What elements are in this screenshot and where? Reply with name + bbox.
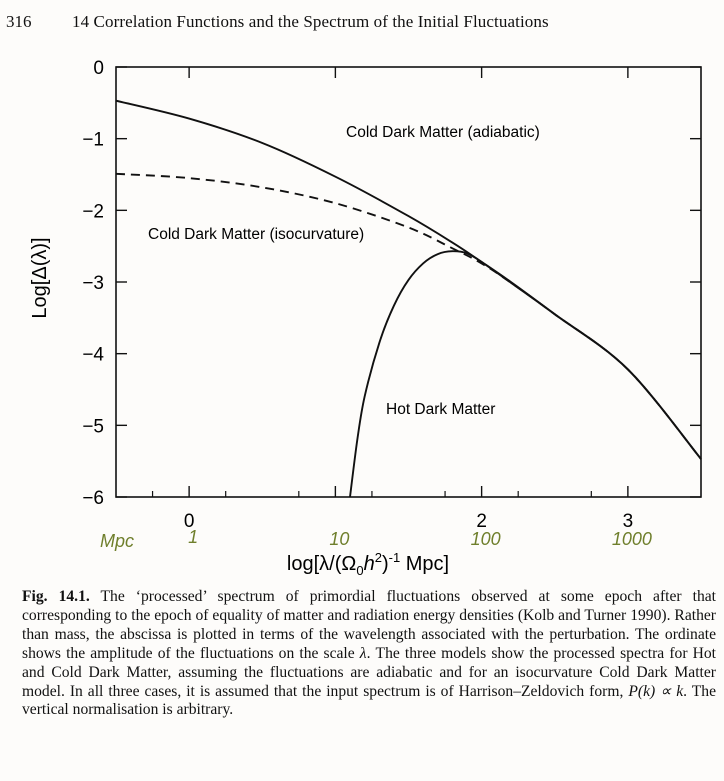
handwritten-value-3: 1000 xyxy=(611,529,652,549)
y-tick-label-1: −1 xyxy=(82,129,104,151)
figure-chart xyxy=(0,48,724,578)
y-tick-label-6: −6 xyxy=(82,488,104,509)
handwritten-value-2: 100 xyxy=(470,529,501,549)
handwritten-unit: Mpc xyxy=(100,531,135,551)
caption-text-3: . The vertical normalisation is arbitrary. xyxy=(22,682,716,719)
series-line-2 xyxy=(350,251,701,497)
x-tick-label-2: 2 xyxy=(476,511,487,532)
annotation-cdm-adiabatic: Cold Dark Matter (adiabatic) xyxy=(346,124,540,141)
y-axis-label: Log[Δ(λ)] xyxy=(29,237,51,319)
running-head xyxy=(0,12,724,38)
y-tick-label-5: −5 xyxy=(82,416,104,438)
x-tick-label-0: 0 xyxy=(183,511,195,532)
y-tick-label-4: −4 xyxy=(82,344,104,366)
caption-text-1: The ‘processed’ spectrum of primordial fluctuations observed at some epoch after that corresponding to the epoch of equality of matter and radiation energy densities (Kolb and Turner 1990). Rather than mass, the abscissa is plotted in terms of the wavelength associated with the perturbation. The ordinate shows the amplitude of the fluctuations on the scale xyxy=(22,588,717,662)
handwritten-annotations xyxy=(100,527,652,551)
page-number: 316 xyxy=(6,12,32,31)
figure-caption xyxy=(22,588,716,720)
caption-formula: P(k) ∝ k xyxy=(628,682,684,700)
x-axis-label: $\log[\lambda/(\Omega_0h^2)^{-1}$ Mpc] xyxy=(286,550,450,578)
annotation-cdm-isocurvature: Cold Dark Matter (isocurvature) xyxy=(148,226,365,243)
x-tick-label-3: 3 xyxy=(622,511,634,532)
handwritten-value-0: 1 xyxy=(188,527,199,547)
y-tick-label-3: −3 xyxy=(82,273,104,294)
y-tick-label-2: −2 xyxy=(82,201,104,223)
caption-text-2: . The three models show the processed spectra for Hot and Cold Dark Matter, assuming the fluctuations are adiabatic and for an isocurvature Cold Dark Matter model. In all three cases, it is assumed that the input spectrum is of Harrison–Zeldovich form, xyxy=(22,644,717,700)
caption-label: Fig. 14.1. xyxy=(22,588,90,605)
caption-lambda: λ xyxy=(359,644,367,662)
chapter-title: 14 Correlation Functions and the Spectrum of the Initial Fluctuations xyxy=(72,12,549,31)
series-layer xyxy=(116,101,701,497)
annotation-hot-dark-matter: Hot Dark Matter xyxy=(386,401,496,418)
handwritten-value-1: 10 xyxy=(329,529,350,549)
y-tick-label-0: 0 xyxy=(93,58,104,79)
